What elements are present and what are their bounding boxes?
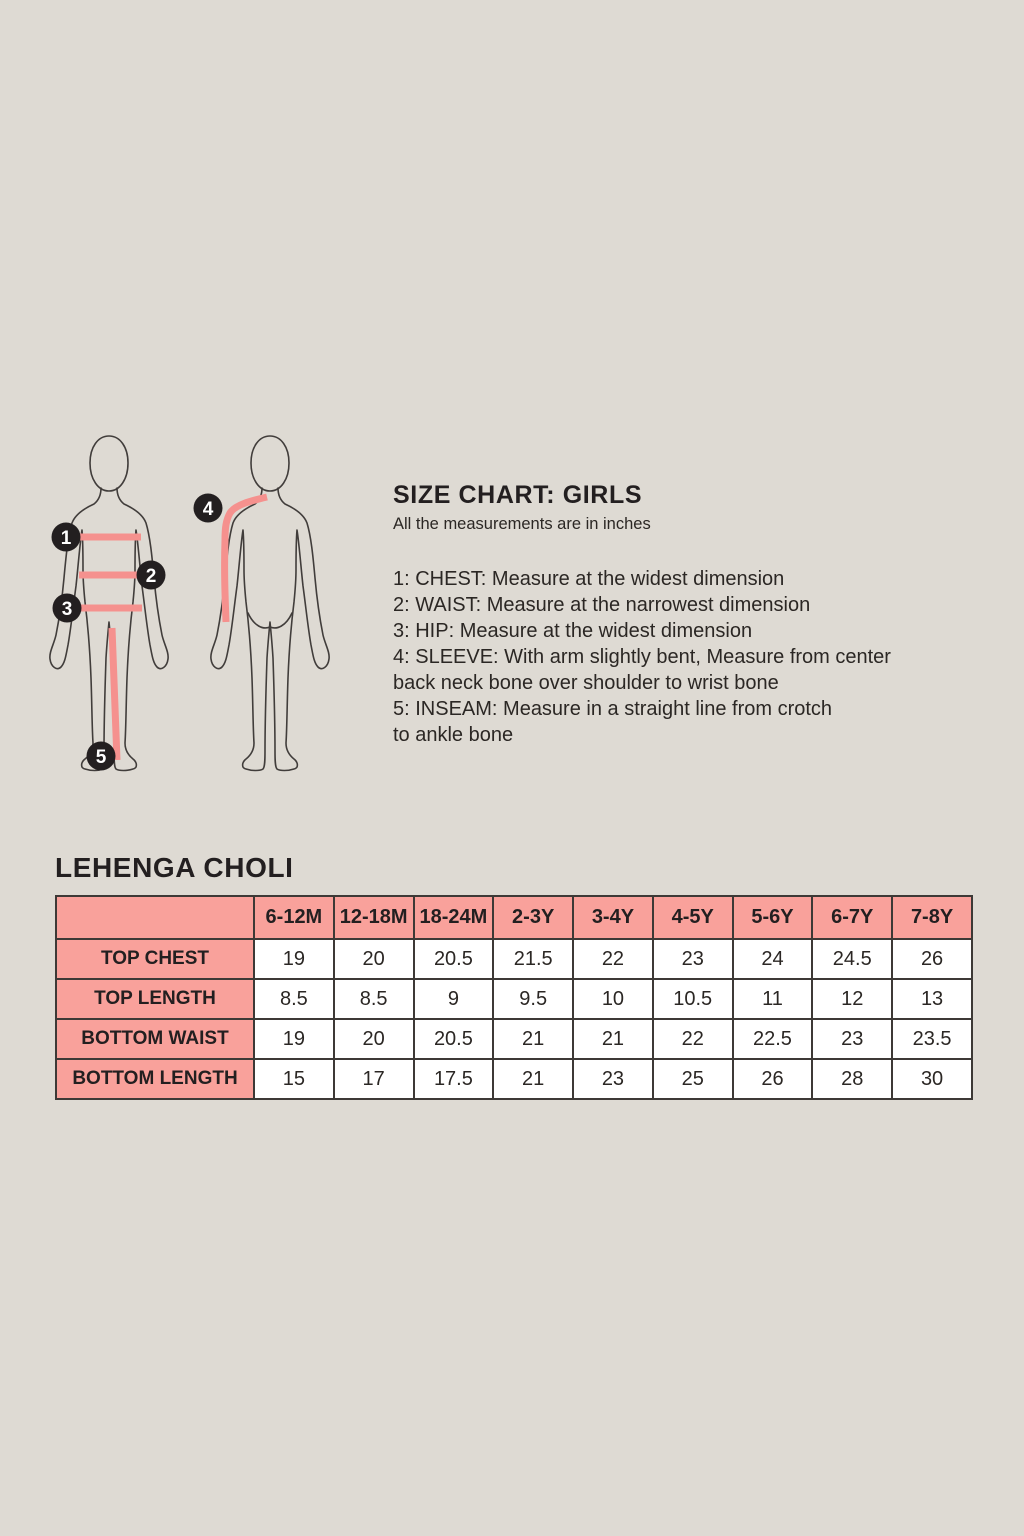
size-value-cell: 22.5 [733, 1019, 813, 1059]
table-header-cell: 6-7Y [812, 896, 892, 939]
table-corner-cell [56, 896, 254, 939]
size-chart-title: SIZE CHART: GIRLS [393, 481, 643, 509]
size-value-cell: 21 [493, 1059, 573, 1099]
table-header-cell: 6-12M [254, 896, 334, 939]
size-value-cell: 23 [812, 1019, 892, 1059]
table-header-row [56, 896, 972, 939]
size-chart-subtitle: All the measurements are in inches [393, 515, 651, 533]
size-value-cell: 11 [733, 979, 813, 1019]
table-header-cell: 7-8Y [892, 896, 972, 939]
size-value-cell: 22 [573, 939, 653, 979]
instruction-line: to ankle bone [393, 724, 514, 746]
size-value-cell: 30 [892, 1059, 972, 1099]
size-value-cell: 23 [573, 1059, 653, 1099]
product-title: LEHENGA CHOLI [55, 852, 294, 883]
size-value-cell: 9 [414, 979, 494, 1019]
size-table-body [56, 939, 972, 1099]
size-value-cell: 25 [653, 1059, 733, 1099]
size-value-cell: 9.5 [493, 979, 573, 1019]
marker-3 [53, 594, 82, 623]
size-value-cell: 10 [573, 979, 653, 1019]
size-value-cell: 19 [254, 939, 334, 979]
size-value-cell: 10.5 [653, 979, 733, 1019]
size-table [55, 895, 973, 1100]
size-value-cell: 23.5 [892, 1019, 972, 1059]
size-value-cell: 21 [493, 1019, 573, 1059]
marker-2 [137, 561, 166, 590]
instruction-line: 3: HIP: Measure at the widest dimension [393, 620, 753, 642]
size-value-cell: 20 [334, 939, 414, 979]
svg-text:5: 5 [95, 747, 107, 768]
marker-4 [194, 494, 223, 523]
instruction-line: 1: CHEST: Measure at the widest dimension [393, 568, 785, 590]
size-value-cell: 12 [812, 979, 892, 1019]
instruction-line: 4: SLEEVE: With arm slightly bent, Measure from center [393, 646, 891, 668]
instructions [393, 566, 1013, 748]
table-header-cell: 12-18M [334, 896, 414, 939]
svg-text:4: 4 [202, 499, 214, 520]
size-value-cell: 17.5 [414, 1059, 494, 1099]
table-header-cell: 5-6Y [733, 896, 813, 939]
size-value-cell: 26 [733, 1059, 813, 1099]
size-value-cell: 19 [254, 1019, 334, 1059]
row-label: TOP LENGTH [56, 979, 254, 1019]
size-value-cell: 15 [254, 1059, 334, 1099]
marker-5 [87, 742, 116, 771]
instruction-line: back neck bone over shoulder to wrist bone [393, 672, 779, 694]
measurement-figures-svg [45, 430, 345, 786]
svg-text:2: 2 [145, 566, 157, 587]
size-value-cell: 8.5 [254, 979, 334, 1019]
table-row [56, 939, 972, 979]
row-label: BOTTOM LENGTH [56, 1059, 254, 1099]
table-header-cell: 4-5Y [653, 896, 733, 939]
row-label: TOP CHEST [56, 939, 254, 979]
table-row [56, 979, 972, 1019]
svg-text:1: 1 [60, 528, 72, 549]
table-row [56, 1019, 972, 1059]
table-header-cell: 2-3Y [493, 896, 573, 939]
instruction-line: 5: INSEAM: Measure in a straight line from crotch [393, 698, 833, 720]
table-row [56, 1059, 972, 1099]
table-header-cell: 18-24M [414, 896, 494, 939]
svg-text:3: 3 [61, 599, 73, 620]
size-value-cell: 13 [892, 979, 972, 1019]
instruction-line: 2: WAIST: Measure at the narrowest dimension [393, 594, 811, 616]
row-label: BOTTOM WAIST [56, 1019, 254, 1059]
size-value-cell: 22 [653, 1019, 733, 1059]
size-value-cell: 20.5 [414, 939, 494, 979]
size-value-cell: 17 [334, 1059, 414, 1099]
size-value-cell: 24 [733, 939, 813, 979]
size-value-cell: 20 [334, 1019, 414, 1059]
inseam-measure-line [112, 628, 117, 760]
marker-1 [52, 523, 81, 552]
size-value-cell: 23 [653, 939, 733, 979]
size-value-cell: 8.5 [334, 979, 414, 1019]
size-value-cell: 21.5 [493, 939, 573, 979]
size-value-cell: 21 [573, 1019, 653, 1059]
size-value-cell: 26 [892, 939, 972, 979]
size-value-cell: 20.5 [414, 1019, 494, 1059]
size-value-cell: 24.5 [812, 939, 892, 979]
table-header-cell: 3-4Y [573, 896, 653, 939]
size-value-cell: 28 [812, 1059, 892, 1099]
